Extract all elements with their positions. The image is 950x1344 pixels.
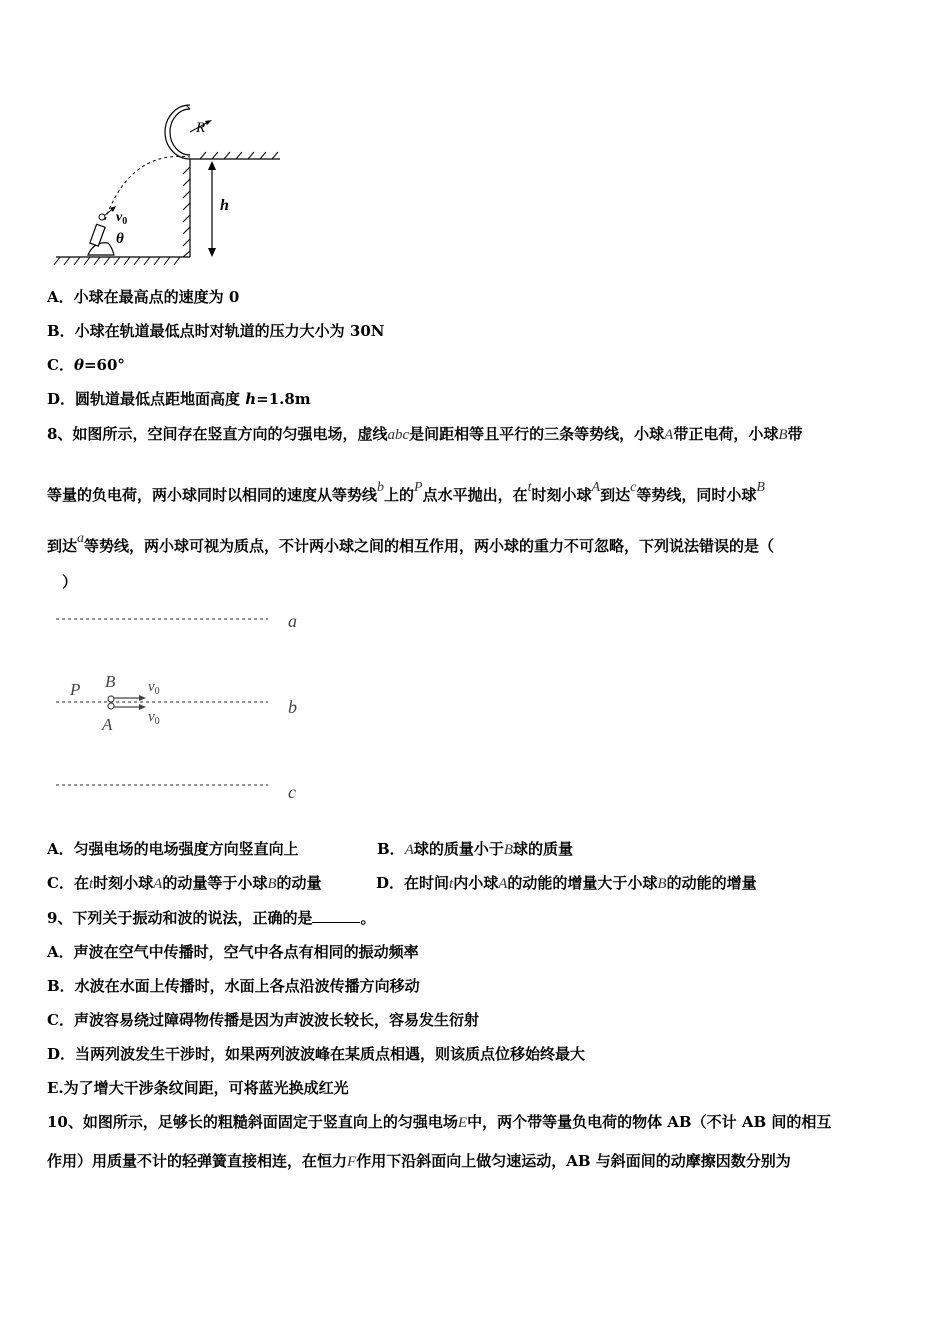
q9-option-c: C．声波容易绕过障碍物传播是因为声波波长较长，容易发生衍射 [47, 1011, 479, 1029]
point-p-label: P [70, 680, 81, 699]
line-b-label: b [288, 697, 297, 717]
q8-stem-line1: 8、如图所示，空间存在竖直方向的匀强电场，虚线abc是间距相等且平行的三条等势线，小球A带正电荷，小球B带 [47, 425, 803, 443]
q10-stem-line1: 10、如图所示，足够长的粗糙斜面固定于竖直向上的匀强电场E中，两个带等量负电荷的物体 AB（不计 AB 间的相互 [47, 1113, 832, 1131]
equipotential-figure [50, 605, 320, 810]
q9-option-e: E.为了增大干涉条纹间距，可将蓝光换成红光 [47, 1079, 349, 1097]
v0-label: $v_0$ [116, 210, 128, 227]
v0-top-label: $v_0$ [148, 679, 160, 697]
line-a-label: a [288, 611, 297, 631]
q8-option-a: A．匀强电场的电场强度方向竖直向上 [47, 840, 299, 858]
q7-option-b: B．小球在轨道最低点时对轨道的压力大小为 30N [47, 322, 385, 340]
q9-option-b: B．水波在水面上传播时，水面上各点沿波传播方向移动 [47, 977, 420, 995]
q9-option-d: D．当两列波发生干涉时，如果两列波波峰在某质点相遇，则该质点位移始终最大 [47, 1045, 586, 1063]
projectile-track-figure [50, 95, 290, 270]
q8-stem-line2: 等量的负电荷，两小球同时以相同的速度从等势线b上的P点水平抛出，在t时刻小球A到达c等势线，同时小球B [47, 480, 765, 504]
height-label: h [220, 197, 229, 214]
theta-label: θ [116, 231, 124, 247]
q8-option-c: C．在t时刻小球A的动量等于小球B的动量 [47, 874, 322, 892]
line-c-label: c [288, 782, 296, 802]
q9-stem: 9、下列关于振动和波的说法，正确的是 。 [47, 909, 376, 927]
answer-blank [312, 910, 360, 923]
q10-stem-line2: 作用）用质量不计的轻弹簧直接相连，在恒力F作用下沿斜面向上做匀速运动，AB 与斜面间的动摩擦因数分别为 [47, 1152, 791, 1170]
q9-option-a: A．声波在空气中传播时，空气中各点有相同的振动频率 [47, 943, 419, 961]
radius-label: R [196, 120, 206, 136]
q7-option-c: C．θ=60° [47, 356, 125, 374]
q8-option-d: D．在时间t内小球A的动能的增量大于小球B的动能的增量 [376, 874, 757, 892]
q8-option-b: B．A球的质量小于B球的质量 [377, 840, 574, 858]
v0-bottom-label: $v_0$ [148, 709, 160, 727]
q7-option-a: A．小球在最高点的速度为 0 [47, 288, 240, 306]
q7-option-d: D．圆轨道最低点距地面高度 h=1.8m [47, 390, 311, 408]
ball-b-label: B [105, 672, 116, 691]
q8-stem-line4: ） [62, 573, 78, 591]
q8-stem-line3: 到达a等势线，两小球可视为质点，不计两小球之间的相互作用，两小球的重力不可忽略，下列说法错误的是（ [47, 531, 775, 555]
ball-a-label: A [102, 715, 113, 734]
